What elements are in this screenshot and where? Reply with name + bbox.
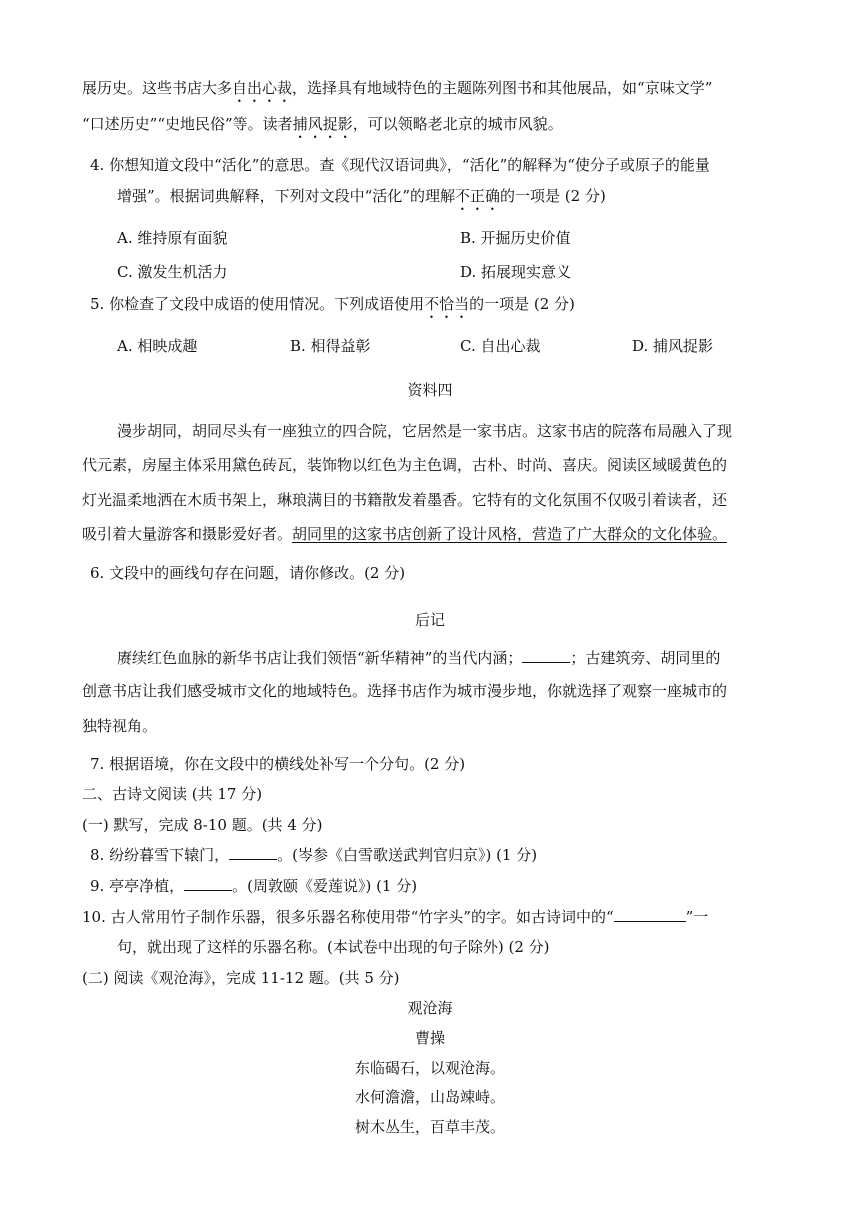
question-9 (90, 876, 417, 896)
text-run: 的一项是 (2 分) (500, 187, 606, 205)
fill-blank (614, 907, 686, 922)
text-run: 5. 你检查了文段中成语的使用情况。下列成语使用 (90, 295, 425, 313)
passage-line (82, 114, 563, 142)
text-run: 。(周敦颐《爱莲说》) (1 分) (232, 877, 418, 895)
option-b: B. 相得益彰 (290, 337, 371, 355)
question-10-line: 句，就出现了这样的乐器名称。(本试卷中出现的句子除外) (2 分) (117, 938, 550, 956)
material-line (82, 524, 727, 544)
question-5-line (90, 294, 575, 322)
section-title: 后记 (414, 611, 445, 629)
idiom-bufengzhuoying: 捕风捉影 (292, 115, 353, 133)
question-4-line: 4. 你想知道文段中“活化”的意思。查《现代汉语词典》，“活化”的解释为“使分子或原子的能量 (90, 156, 710, 174)
text-run: 赓续红色血脉的新华书店让我们领悟“新华精神”的当代内涵； (117, 649, 523, 667)
option-d: D. 拓展现实意义 (460, 263, 572, 281)
text-run: ，可以领略老北京的城市风貌。 (352, 115, 563, 133)
fill-blank (184, 876, 232, 891)
subsection-heading: (二) 阅读《观沧海》，完成 11-12 题。(共 5 分) (82, 969, 400, 987)
fill-blank (522, 648, 570, 663)
text-run: 。(岑参《白雪歌送武判官归京》) (1 分) (277, 846, 538, 864)
question-7: 7. 根据语境，你在文段中的横线处补写一个分句。(2 分) (90, 755, 466, 773)
section-title: 资料四 (407, 381, 453, 399)
text-run: ”一 (685, 908, 709, 926)
text-run: “口述历史”“史地民俗”等。读者 (82, 115, 293, 133)
afterword-line: 独特视角。 (82, 717, 158, 735)
question-8 (90, 845, 537, 865)
underlined-sentence: 胡同里的这家书店创新了设计风格，营造了广大群众的文化体验。 (292, 525, 728, 543)
emphasis-text: 不恰当 (424, 295, 470, 313)
material-line: 漫步胡同，胡同尽头有一座独立的四合院，它居然是一家书店。这家书店的院落布局融入了现 (117, 422, 733, 440)
afterword-line (117, 648, 720, 668)
question-6: 6. 文段中的画线句存在问题，请你修改。(2 分) (90, 564, 406, 582)
material-line: 灯光温柔地洒在木质书架上，琳琅满目的书籍散发着墨香。它特有的文化氛围不仅吸引着读者，还 (82, 491, 728, 509)
text-run: 吸引着大量游客和摄影爱好者。 (82, 525, 293, 543)
idiom-zichuxincai: 自出心裁 (232, 79, 293, 97)
text-run: 的一项是 (2 分) (469, 295, 575, 313)
emphasis-text: 不正确 (455, 187, 501, 205)
text-run: 9. 亭亭净植， (90, 877, 185, 895)
text-run: ，选择具有地域特色的主题陈列图书和其他展品，如“京味文学” (292, 79, 713, 97)
text-run: 展历史。这些书店大多 (82, 79, 233, 97)
option-a: A. 相映成趣 (117, 337, 198, 355)
option-a: A. 维持原有面貌 (117, 229, 228, 247)
question-4-line (117, 186, 606, 214)
text-run: 8. 纷纷暮雪下辕门， (90, 846, 230, 864)
question-10 (82, 907, 708, 927)
poem-line: 东临碣石，以观沧海。 (354, 1059, 505, 1077)
option-d: D. 捕风捉影 (632, 337, 714, 355)
option-c: C. 自出心裁 (460, 337, 541, 355)
option-c: C. 激发生机活力 (117, 263, 228, 281)
poem-title: 观沧海 (407, 999, 453, 1017)
afterword-line: 创意书店让我们感受城市文化的地域特色。选择书店作为城市漫步地，你就选择了观察一座城市的 (82, 682, 728, 700)
poem-line: 树木丛生，百草丰茂。 (354, 1118, 505, 1136)
poem-author: 曹操 (414, 1029, 445, 1047)
section-heading: 二、古诗文阅读 (共 17 分) (82, 785, 263, 803)
text-run: 10. 古人常用竹子制作乐器，很多乐器名称使用带“竹字头”的字。如古诗词中的“ (82, 908, 614, 926)
text-run: 增强”。根据词典解释，下列对文段中“活化”的理解 (117, 187, 456, 205)
material-line: 代元素，房屋主体采用黛色砖瓦，装饰物以红色为主色调，古朴、时尚、喜庆。阅读区域暖黄色的 (82, 456, 728, 474)
poem-line: 水何澹澹，山岛竦峙。 (354, 1088, 505, 1106)
subsection-heading: (一) 默写，完成 8-10 题。(共 4 分) (82, 816, 323, 834)
text-run: ；古建筑旁、胡同里的 (570, 649, 721, 667)
passage-line (82, 78, 712, 106)
fill-blank (229, 845, 277, 860)
option-b: B. 开掘历史价值 (460, 229, 571, 247)
